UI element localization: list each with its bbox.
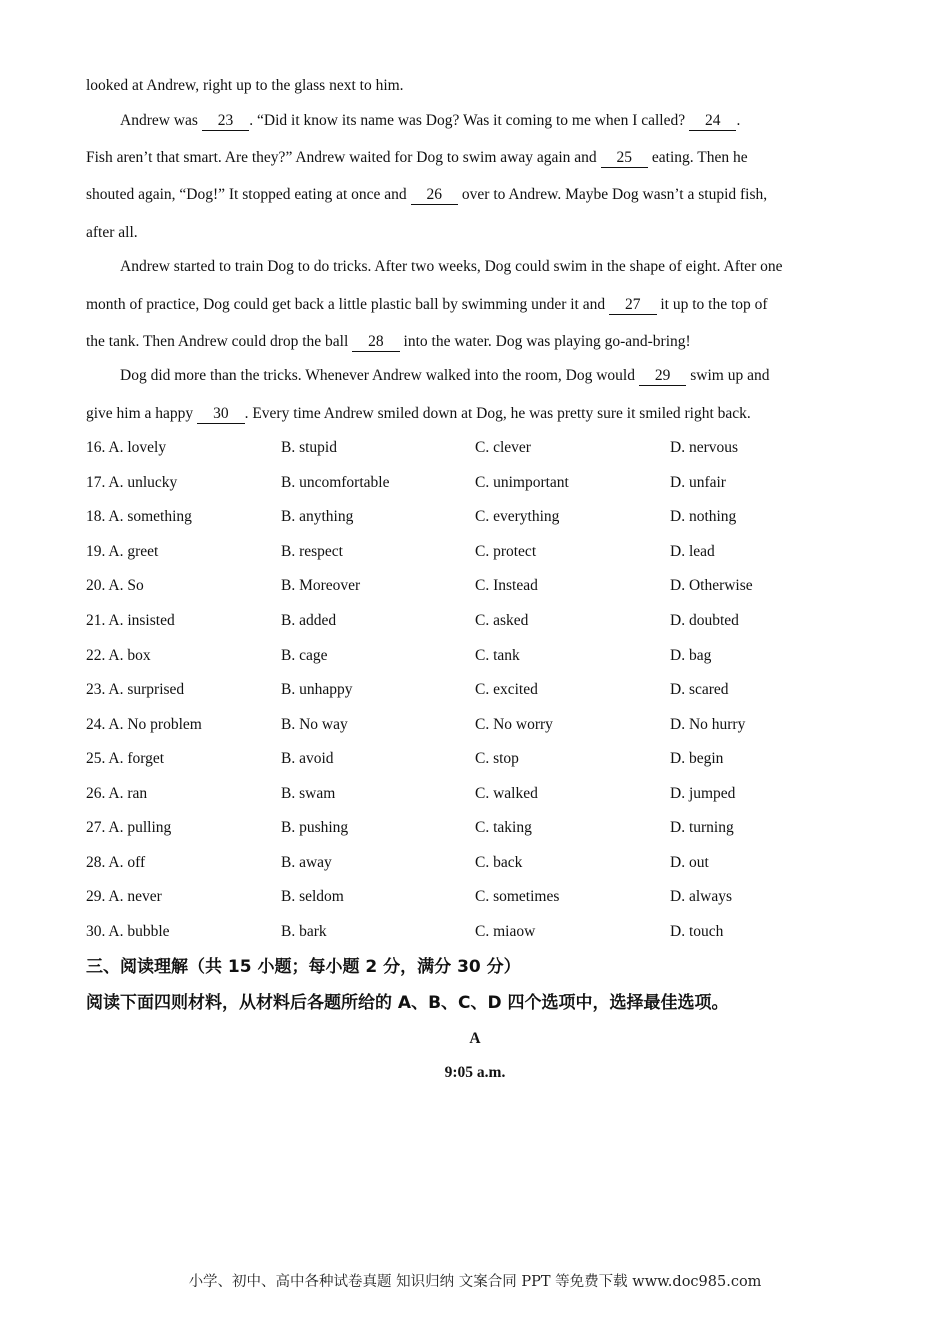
option-d: D. begin bbox=[670, 750, 724, 767]
option-a: 27. A. pulling bbox=[86, 819, 172, 836]
passage-line bbox=[120, 111, 740, 131]
text: it up to the top of bbox=[656, 296, 768, 313]
question-25-options bbox=[86, 749, 866, 769]
option-c: C. excited bbox=[475, 681, 538, 698]
option-c: C. back bbox=[475, 854, 523, 871]
text: Fish aren’t that smart. Are they?” Andrew waited for Dog to swim away again and bbox=[86, 149, 601, 166]
option-d: D. touch bbox=[670, 923, 724, 940]
blank-30: 30 bbox=[197, 405, 245, 424]
option-d: D. unfair bbox=[670, 474, 726, 491]
option-c: C. asked bbox=[475, 612, 529, 629]
option-d: D. doubted bbox=[670, 612, 739, 629]
option-c: C. walked bbox=[475, 785, 538, 802]
option-b: B. away bbox=[281, 854, 332, 871]
text: Dog did more than the tricks. Whenever Andrew walked into the room, Dog would bbox=[120, 367, 639, 384]
blank-27: 27 bbox=[609, 296, 657, 315]
option-b: B. swam bbox=[281, 785, 336, 802]
blank-29: 29 bbox=[639, 367, 687, 386]
blank-26: 26 bbox=[411, 186, 459, 205]
option-d: D. nothing bbox=[670, 508, 737, 525]
option-a: 19. A. greet bbox=[86, 543, 159, 560]
text: over to Andrew. Maybe Dog wasn’t a stupid fish, bbox=[458, 186, 768, 203]
passage-line: after all. bbox=[86, 224, 138, 241]
option-c: C. taking bbox=[475, 819, 532, 836]
option-b: B. bark bbox=[281, 923, 327, 940]
option-a: 24. A. No problem bbox=[86, 716, 202, 733]
passage-line bbox=[86, 148, 748, 168]
option-c: C. No worry bbox=[475, 716, 553, 733]
option-a: 25. A. forget bbox=[86, 750, 165, 767]
option-c: C. protect bbox=[475, 543, 537, 560]
page-footer: 小学、初中、高中各种试卷真题 知识归纳 文案合同 PPT 等免费下载 www.doc985.com bbox=[188, 1274, 762, 1290]
option-a: 16. A. lovely bbox=[86, 439, 167, 456]
option-b: B. No way bbox=[281, 716, 348, 733]
section-title: 三、阅读理解（共 15 小题；每小题 2 分，满分 30 分） bbox=[86, 957, 521, 977]
option-a: 23. A. surprised bbox=[86, 681, 185, 698]
blank-28: 28 bbox=[352, 333, 400, 352]
question-24-options bbox=[86, 715, 866, 735]
option-d: D. nervous bbox=[670, 439, 739, 456]
question-29-options bbox=[86, 887, 866, 907]
passage-line bbox=[86, 332, 691, 352]
option-d: D. Otherwise bbox=[670, 577, 753, 594]
option-a: 21. A. insisted bbox=[86, 612, 175, 629]
option-b: B. pushing bbox=[281, 819, 349, 836]
text: eating. Then he bbox=[648, 149, 748, 166]
option-b: B. seldom bbox=[281, 888, 344, 905]
option-c: C. everything bbox=[475, 508, 560, 525]
option-c: C. clever bbox=[475, 439, 531, 456]
passage-heading: 9:05 a.m. bbox=[444, 1064, 506, 1081]
option-b: B. stupid bbox=[281, 439, 337, 456]
option-a: 30. A. bubble bbox=[86, 923, 170, 940]
question-26-options bbox=[86, 784, 866, 804]
text: give him a happy bbox=[86, 405, 198, 422]
passage-line bbox=[86, 404, 751, 424]
option-c: C. unimportant bbox=[475, 474, 569, 491]
blank-23: 23 bbox=[202, 112, 250, 131]
passage-line bbox=[86, 295, 768, 315]
option-d: D. No hurry bbox=[670, 716, 746, 733]
option-b: B. cage bbox=[281, 647, 328, 664]
option-a: 22. A. box bbox=[86, 647, 151, 664]
option-d: D. bag bbox=[670, 647, 712, 664]
text: into the water. Dog was playing go-and-bring! bbox=[399, 333, 691, 350]
text: . Every time Andrew smiled down at Dog, he was pretty sure it smiled right back. bbox=[244, 405, 751, 422]
option-d: D. always bbox=[670, 888, 732, 905]
option-d: D. out bbox=[670, 854, 709, 871]
question-30-options bbox=[86, 922, 866, 942]
question-20-options bbox=[86, 576, 866, 596]
option-a: 18. A. something bbox=[86, 508, 192, 525]
option-b: B. uncomfortable bbox=[281, 474, 390, 491]
option-a: 17. A. unlucky bbox=[86, 474, 178, 491]
option-d: D. jumped bbox=[670, 785, 736, 802]
passage-line bbox=[86, 185, 767, 205]
option-c: C. tank bbox=[475, 647, 520, 664]
question-19-options bbox=[86, 542, 866, 562]
question-16-options bbox=[86, 438, 866, 458]
option-a: 29. A. never bbox=[86, 888, 162, 905]
passage-label: A bbox=[469, 1030, 481, 1047]
question-28-options bbox=[86, 853, 866, 873]
option-b: B. Moreover bbox=[281, 577, 361, 594]
option-b: B. avoid bbox=[281, 750, 334, 767]
question-18-options bbox=[86, 507, 866, 527]
text: the tank. Then Andrew could drop the ball bbox=[86, 333, 353, 350]
question-22-options bbox=[86, 646, 866, 666]
passage-line bbox=[120, 366, 769, 386]
text: month of practice, Dog could get back a little plastic ball by swimming under it and bbox=[86, 296, 609, 313]
option-a: 20. A. So bbox=[86, 577, 144, 594]
option-c: C. sometimes bbox=[475, 888, 560, 905]
text: . bbox=[736, 112, 741, 129]
option-c: C. miaow bbox=[475, 923, 536, 940]
option-d: D. scared bbox=[670, 681, 729, 698]
option-d: D. turning bbox=[670, 819, 734, 836]
text: shouted again, “Dog!” It stopped eating at once and bbox=[86, 186, 411, 203]
option-a: 26. A. ran bbox=[86, 785, 148, 802]
passage-line: looked at Andrew, right up to the glass next to him. bbox=[86, 77, 404, 94]
text: . “Did it know its name was Dog? Was it coming to me when I called? bbox=[249, 112, 689, 129]
question-21-options bbox=[86, 611, 866, 631]
option-c: C. Instead bbox=[475, 577, 538, 594]
passage-line: Andrew started to train Dog to do tricks. After two weeks, Dog could swim in the shape of eight. After one bbox=[120, 258, 783, 275]
text: Andrew was bbox=[120, 112, 202, 129]
blank-25: 25 bbox=[601, 149, 649, 168]
option-c: C. stop bbox=[475, 750, 519, 767]
question-17-options bbox=[86, 473, 866, 493]
option-b: B. unhappy bbox=[281, 681, 353, 698]
question-27-options bbox=[86, 818, 866, 838]
option-a: 28. A. off bbox=[86, 854, 146, 871]
option-b: B. respect bbox=[281, 543, 343, 560]
option-d: D. lead bbox=[670, 543, 715, 560]
option-b: B. anything bbox=[281, 508, 354, 525]
blank-24: 24 bbox=[689, 112, 737, 131]
text: swim up and bbox=[686, 367, 770, 384]
option-b: B. added bbox=[281, 612, 337, 629]
section-instruction: 阅读下面四则材料，从材料后各题所给的 A、B、C、D 四个选项中，选择最佳选项。 bbox=[86, 993, 729, 1013]
question-23-options bbox=[86, 680, 866, 700]
